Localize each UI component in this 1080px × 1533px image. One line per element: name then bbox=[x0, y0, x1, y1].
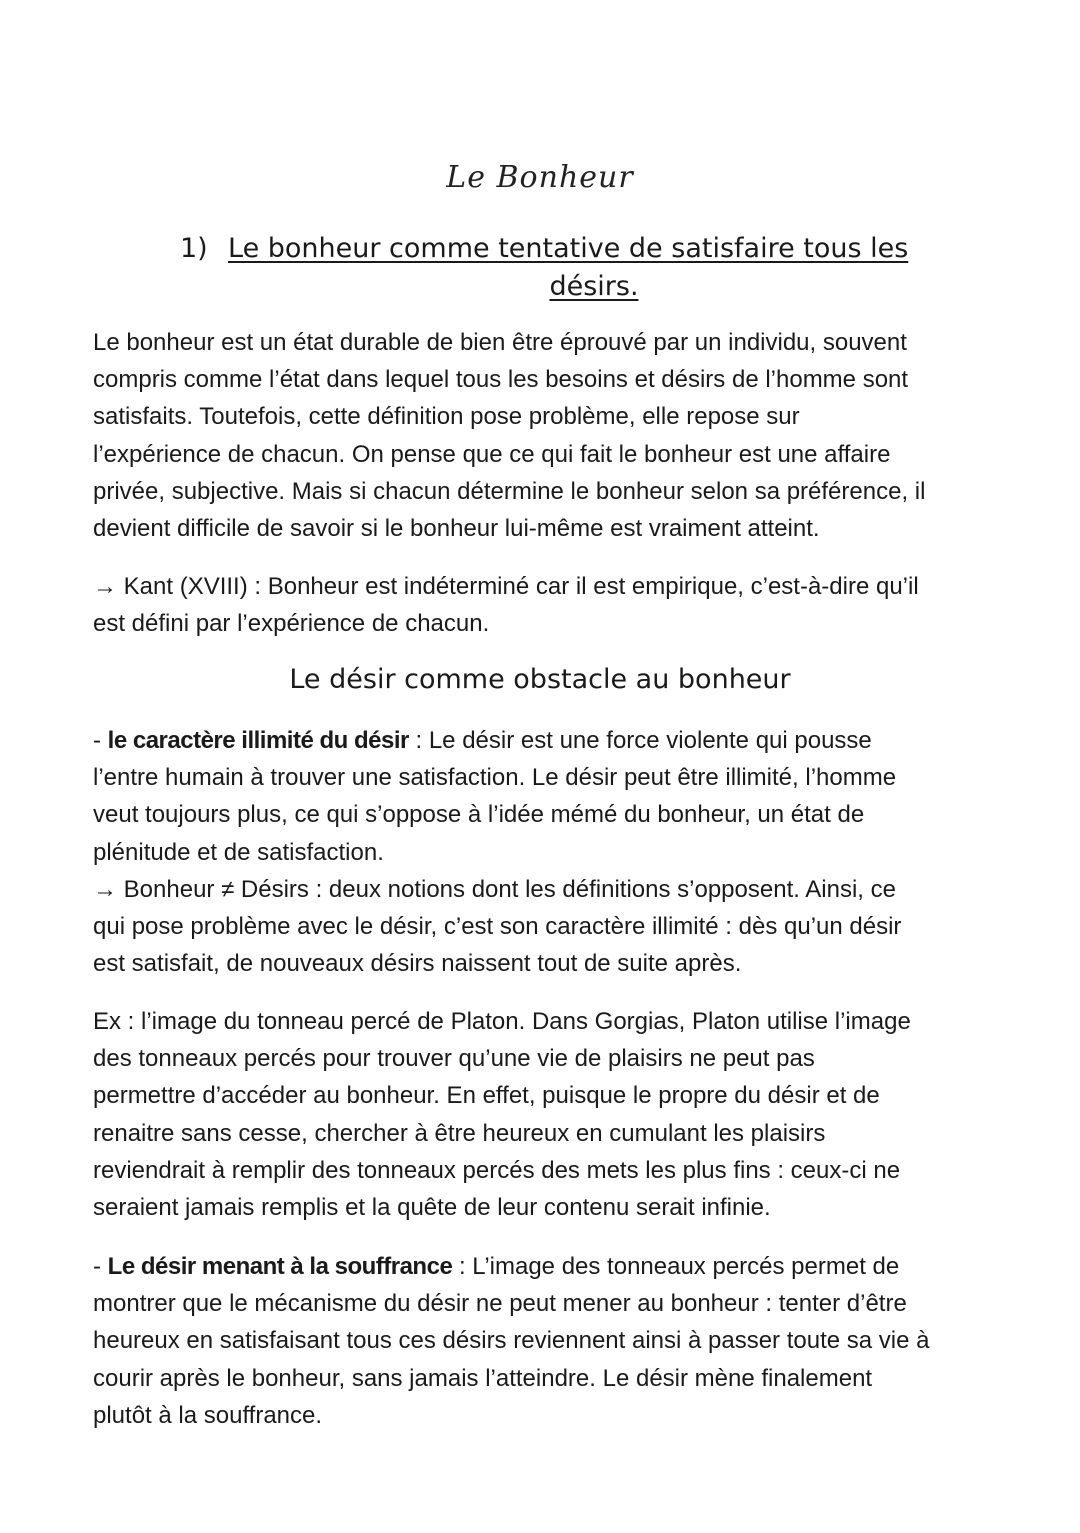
text-line bbox=[93, 1248, 993, 1285]
dash-prefix: - bbox=[93, 727, 108, 754]
text-fragment: : L’image des tonneaux percés permet de bbox=[452, 1253, 900, 1280]
text-line: satisfaits. Toutefois, cette définition pose problème, elle repose sur bbox=[93, 403, 800, 431]
text-fragment: : Le désir est une force violente qui pousse bbox=[408, 727, 872, 754]
text-line: est satisfait, de nouveaux désirs naissent tout de suite après. bbox=[93, 950, 742, 978]
paragraph-unlimited-desire bbox=[93, 722, 993, 982]
section-heading bbox=[180, 230, 960, 306]
text-line: compris comme l’état dans lequel tous les besoins et désirs de l’homme sont bbox=[93, 366, 909, 394]
text-line: heureux en satisfaisant tous ces désirs reviennent ainsi à passer toute sa vie à bbox=[93, 1327, 930, 1355]
text-line: l’entre humain à trouver une satisfaction. Le désir peut être illimité, l’homme bbox=[93, 764, 897, 792]
text-line: permettre d’accéder au bonheur. En effet, puisque le propre du désir et de bbox=[93, 1082, 880, 1110]
document-title: Le Bonheur bbox=[446, 160, 634, 195]
text-line: reviendrait à remplir des tonneaux percés des mets les plus fins : ceux-ci ne bbox=[93, 1156, 901, 1184]
text-line: Ex : l’image du tonneau percé de Platon. Dans Gorgias, Platon utilise l’image bbox=[93, 1008, 911, 1035]
paragraph-example bbox=[93, 1003, 993, 1226]
paragraph-definition bbox=[93, 324, 993, 547]
bold-term: Le désir menant à la souffrance bbox=[107, 1253, 453, 1280]
paragraph-kant bbox=[93, 568, 993, 642]
section-title-line1: Le bonheur comme tentative de satisfaire tous les bbox=[228, 233, 909, 264]
text-line: montrer que le mécanisme du désir ne peut mener au bonheur : tenter d’être bbox=[93, 1290, 907, 1318]
text-line: plénitude et de satisfaction. bbox=[93, 838, 384, 866]
section-number: 1) bbox=[180, 233, 208, 264]
text-line: des tonneaux percés pour trouver qu’une vie de plaisirs ne peut pas bbox=[93, 1045, 815, 1073]
text-line: renaitre sans cesse, chercher à être heureux en cumulant les plaisirs bbox=[93, 1119, 826, 1147]
text-line: courir après le bonheur, sans jamais l’atteindre. Le désir mène finalement bbox=[93, 1364, 873, 1392]
text-line: plutôt à la souffrance. bbox=[93, 1401, 323, 1429]
text-line: qui pose problème avec le désir, c’est son caractère illimité : dès qu’un désir bbox=[93, 913, 902, 941]
bold-term: le caractère illimité du désir bbox=[107, 727, 409, 754]
section-title-line2: désirs. bbox=[549, 271, 639, 302]
text-line: Le bonheur est un état durable de bien être éprouvé par un individu, souvent bbox=[93, 329, 907, 356]
text-line bbox=[93, 722, 993, 759]
text-line: devient difficile de savoir si le bonheur lui-même est vraiment atteint. bbox=[93, 515, 820, 543]
paragraph-suffering bbox=[93, 1248, 993, 1434]
text-line: l’expérience de chacun. On pense que ce qui fait le bonheur est une affaire bbox=[93, 440, 891, 468]
text-line: veut toujours plus, ce qui s’oppose à l’idée mémé du bonheur, un état de bbox=[93, 801, 865, 829]
text-line: est défini par l’expérience de chacun. bbox=[93, 610, 490, 638]
text-line: privée, subjective. Mais si chacun détermine le bonheur selon sa préférence, il bbox=[93, 477, 926, 505]
text-line: seraient jamais remplis et la quête de leur contenu serait infinie. bbox=[93, 1194, 771, 1222]
dash-prefix: - bbox=[93, 1253, 108, 1280]
text-line: → Bonheur ≠ Désirs : deux notions dont les définitions s’opposent. Ainsi, ce bbox=[93, 875, 896, 903]
subheading: Le désir comme obstacle au bonheur bbox=[289, 664, 791, 695]
text-line: → Kant (XVIII) : Bonheur est indéterminé car il est empirique, c’est-à-dire qu’il bbox=[93, 573, 919, 600]
